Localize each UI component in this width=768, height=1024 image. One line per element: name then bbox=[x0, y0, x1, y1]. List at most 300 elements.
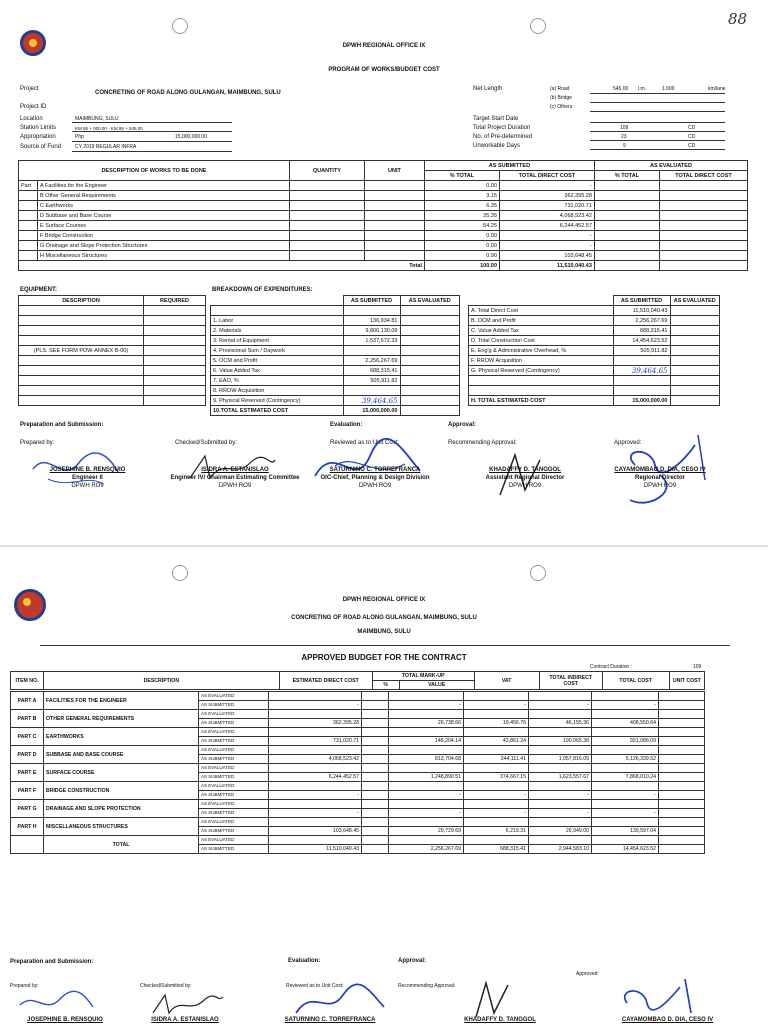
header-item: ITEM NO. bbox=[11, 672, 44, 690]
cell-vat: - bbox=[464, 701, 529, 710]
cell-edc: - bbox=[269, 701, 362, 710]
item-description: OTHER GENERAL REQUIREMENTS bbox=[44, 710, 199, 728]
header-markup-value: VALUE bbox=[399, 681, 474, 690]
cell-uc bbox=[659, 746, 705, 755]
cell-edc bbox=[269, 728, 362, 737]
breakdown-value: 136,934.81 bbox=[343, 316, 400, 326]
project-value: CONCRETING OF ROAD ALONG GULANGAN, MAIMBUNG, SULU bbox=[95, 90, 281, 96]
cell-tic: - bbox=[529, 701, 592, 710]
table-row bbox=[19, 201, 748, 211]
summary-label: F. RROW Acquisition bbox=[469, 356, 614, 366]
summary-label: A. Total Direct Cost bbox=[469, 306, 614, 316]
cell-markup bbox=[389, 764, 464, 773]
cell-tic bbox=[529, 782, 592, 791]
total-tdc: 11,510,040.43 bbox=[499, 261, 594, 271]
summary-value: 688,315.41 bbox=[613, 326, 670, 336]
table-row bbox=[469, 316, 720, 326]
signatory-office: DPWH RO9 bbox=[218, 483, 252, 489]
cell-tic bbox=[529, 728, 592, 737]
checked-by-label: Checked/Submitted by: bbox=[175, 440, 238, 446]
table-row bbox=[11, 728, 705, 737]
table-row bbox=[469, 356, 720, 366]
as-submitted-label: AS SUBMITTED bbox=[199, 845, 269, 854]
table-row bbox=[19, 251, 748, 261]
total-label: Total bbox=[19, 261, 425, 271]
cell-markup bbox=[389, 800, 464, 809]
table-row bbox=[211, 336, 460, 346]
item-description: SURFACE COURSE bbox=[44, 764, 199, 782]
tdc-value: 4,068,523.42 bbox=[499, 211, 594, 221]
header-required: REQUIRED bbox=[144, 296, 206, 306]
cell-uc bbox=[659, 755, 705, 764]
cell-uc bbox=[659, 836, 705, 845]
table-row bbox=[469, 336, 720, 346]
cell-pct bbox=[362, 737, 389, 746]
unworkable-value: 9 bbox=[623, 143, 626, 149]
table-row bbox=[19, 231, 748, 241]
cell-tic: 26,949.00 bbox=[529, 827, 592, 836]
punch-hole bbox=[530, 18, 546, 34]
item-no: PART G bbox=[11, 800, 44, 818]
prepared-by-label: Prepared by: bbox=[20, 440, 55, 446]
cell-edc bbox=[269, 692, 362, 701]
breakdown-label: 2. Materials bbox=[211, 326, 344, 336]
unworkable-unit: CD bbox=[688, 143, 696, 149]
part-letter: D bbox=[40, 212, 44, 219]
item-description: MISCELLANEOUS STRUCTURES bbox=[44, 818, 199, 836]
pct-value: 54.25 bbox=[424, 221, 499, 231]
eval-title: Evaluation: bbox=[288, 958, 321, 964]
cell-pct bbox=[362, 692, 389, 701]
signatory-role: Assistant Regional Director bbox=[485, 475, 565, 481]
item-description: SUBBASE AND BASE COURSE bbox=[44, 746, 199, 764]
header-as-submitted: AS SUBMITTED bbox=[613, 296, 670, 306]
item-no: PART A bbox=[11, 692, 44, 710]
cell-edc bbox=[269, 710, 362, 719]
cell-edc bbox=[269, 782, 362, 791]
cell-edc bbox=[269, 746, 362, 755]
summary-label: E. Eng'g & Administrative Overhead, % bbox=[469, 346, 614, 356]
cell-pct bbox=[362, 755, 389, 764]
abc-table bbox=[10, 671, 705, 690]
reviewed-by-label: Reviewed as to Unit Cost: bbox=[286, 983, 344, 989]
item-no: PART F bbox=[11, 782, 44, 800]
table-row bbox=[211, 356, 460, 366]
tdc-value: 362,395.28 bbox=[499, 191, 594, 201]
table-row bbox=[19, 181, 748, 191]
as-submitted-label: AS SUBMITTED bbox=[199, 755, 269, 764]
cell-vat: 244,111.41 bbox=[464, 755, 529, 764]
item-no: PART E bbox=[11, 764, 44, 782]
header-edc: ESTIMATED DIRECT COST bbox=[279, 672, 372, 690]
cell-pct bbox=[362, 782, 389, 791]
prepared-by-label: Prepared by: bbox=[10, 983, 39, 989]
cell-tic: 46,155.36 bbox=[529, 719, 592, 728]
cell-tc: 408,550.64 bbox=[592, 719, 659, 728]
cell-pct bbox=[362, 827, 389, 836]
breakdown-value: 688,315.41 bbox=[343, 366, 400, 376]
road-label: (a) Road bbox=[550, 86, 570, 92]
contract-duration-label: Contract Duration : bbox=[590, 664, 632, 670]
breakdown-value: 2,256,267.69 bbox=[343, 356, 400, 366]
cell-markup bbox=[389, 710, 464, 719]
signatory-name: ISIDRA A. ESTANISLAO bbox=[201, 467, 269, 473]
header-total-direct-cost: TOTAL DIRECT COST bbox=[499, 171, 594, 181]
signature-scribble bbox=[145, 989, 225, 1017]
header-pct-total: % TOTAL bbox=[424, 171, 499, 181]
item-description: BRIDGE CONSTRUCTION bbox=[44, 782, 199, 800]
as-evaluated-label: AS EVALUATED bbox=[199, 746, 269, 755]
as-submitted-label: AS SUBMITTED bbox=[199, 809, 269, 818]
cell-edc: 731,020.71 bbox=[269, 737, 362, 746]
breakdown-total-label: 10.TOTAL ESTIMATED COST bbox=[211, 406, 344, 416]
header-as-evaluated: AS EVALUATED bbox=[594, 161, 747, 171]
cell-uc bbox=[659, 800, 705, 809]
summary-total-label: H. TOTAL ESTIMATED COST bbox=[469, 396, 614, 406]
cell-uc bbox=[659, 773, 705, 782]
table-row bbox=[211, 366, 460, 376]
as-submitted-label: AS SUBMITTED bbox=[199, 791, 269, 800]
tdc-value: 6,244,452.57 bbox=[499, 221, 594, 231]
pct-value: 35.35 bbox=[424, 211, 499, 221]
pct-value: 0.90 bbox=[424, 251, 499, 261]
cell-edc: 362,395.28 bbox=[269, 719, 362, 728]
part-letter: B bbox=[40, 192, 44, 199]
appropriation-value: 15,000,000.00 bbox=[175, 134, 207, 140]
predetermined-value: 23 bbox=[621, 134, 627, 140]
item-no bbox=[11, 836, 44, 854]
cell-tic bbox=[529, 818, 592, 827]
signatory-name: SATURNINO C. TORREFRANCA bbox=[284, 1017, 376, 1023]
tdc-value: - bbox=[499, 241, 594, 251]
cell-vat: 374,667.15 bbox=[464, 773, 529, 782]
header-quantity: QUANTITY bbox=[289, 161, 364, 181]
cell-tc bbox=[592, 818, 659, 827]
header-unit-cost: UNIT COST bbox=[669, 672, 704, 690]
handwritten-contingency: 39,464.65 bbox=[613, 366, 670, 376]
header-description: DESCRIPTION bbox=[19, 296, 144, 306]
total-pct: 100.00 bbox=[424, 261, 499, 271]
cell-tc: 14,454,623.52 bbox=[592, 845, 659, 854]
signatory-name: KHADAFFY D. TANGGOL bbox=[489, 467, 561, 473]
cell-tc: 5,126,339.52 bbox=[592, 755, 659, 764]
table-row bbox=[11, 782, 705, 791]
table-row bbox=[469, 306, 720, 316]
item-no: PART H bbox=[11, 818, 44, 836]
abc-table-body bbox=[10, 691, 705, 854]
part-desc: Surface Courses bbox=[45, 222, 87, 229]
cell-pct bbox=[362, 719, 389, 728]
road-lanes-unit: km/lane bbox=[708, 86, 726, 92]
cell-vat bbox=[464, 836, 529, 845]
cell-pct bbox=[362, 818, 389, 827]
header-description: DESCRIPTION bbox=[44, 672, 280, 690]
road-value: 545.00 bbox=[613, 86, 629, 92]
signatory-name: SATURNINO C. TORREFRANCA bbox=[329, 467, 421, 473]
page-mark: 88 bbox=[728, 10, 748, 28]
table-total-row bbox=[469, 396, 720, 406]
cell-tic: - bbox=[529, 809, 592, 818]
pct-value: 6.35 bbox=[424, 201, 499, 211]
part-desc: Other General Requirements bbox=[45, 192, 116, 199]
part-letter: A bbox=[40, 182, 44, 189]
breakdown-label: 8. RROW Acquisition bbox=[211, 386, 344, 396]
header-pct-total-eval: % TOTAL bbox=[594, 171, 659, 181]
part-letter: F bbox=[40, 232, 44, 239]
table-row bbox=[11, 710, 705, 719]
cell-edc bbox=[269, 764, 362, 773]
table-row bbox=[469, 346, 720, 356]
cell-vat: - bbox=[464, 791, 529, 800]
prep-title: Preparation and Submission: bbox=[10, 959, 94, 965]
pct-value: 0.00 bbox=[424, 241, 499, 251]
project-id-label: Project ID bbox=[20, 104, 47, 110]
cell-markup: - bbox=[389, 809, 464, 818]
header-vat: VAT bbox=[474, 672, 539, 690]
project-location: MAIMBUNG, SULU bbox=[357, 629, 411, 635]
as-evaluated-label: AS EVALUATED bbox=[199, 764, 269, 773]
cost-summary-table bbox=[468, 295, 720, 406]
cell-vat bbox=[464, 764, 529, 773]
cell-tc: - bbox=[592, 791, 659, 800]
predetermined-unit: CD bbox=[688, 134, 696, 140]
cell-edc: 11,510,040.43 bbox=[269, 845, 362, 854]
unworkable-label: Unworkable Days bbox=[473, 143, 521, 149]
equipment-note: (PLS. SEE FORM POW-ANNEX B-00) bbox=[19, 346, 144, 356]
cell-uc bbox=[659, 719, 705, 728]
cell-edc: 6,244,452.57 bbox=[269, 773, 362, 782]
appropriation-currency: Php bbox=[75, 134, 84, 140]
header-total-direct-cost-eval: TOTAL DIRECT COST bbox=[659, 171, 747, 181]
road-lanes: 1.000 bbox=[662, 86, 675, 92]
part-desc: Bridge Construction bbox=[44, 232, 94, 239]
breakdown-table bbox=[210, 295, 460, 416]
cell-tic bbox=[529, 836, 592, 845]
header-unit: UNIT bbox=[364, 161, 424, 181]
prep-title: Preparation and Submission: bbox=[20, 422, 104, 428]
part-letter: H bbox=[40, 252, 44, 259]
cell-tc: 7,868,010.24 bbox=[592, 773, 659, 782]
table-row bbox=[19, 191, 748, 201]
as-evaluated-label: AS EVALUATED bbox=[199, 800, 269, 809]
cell-uc bbox=[659, 809, 705, 818]
cell-tic: 2,944,583.10 bbox=[529, 845, 592, 854]
cell-uc bbox=[659, 782, 705, 791]
cell-tc bbox=[592, 800, 659, 809]
handwritten-contingency: 39,464.65 bbox=[343, 396, 400, 406]
works-table bbox=[18, 160, 748, 271]
as-evaluated-label: AS EVALUATED bbox=[199, 692, 269, 701]
cell-edc: 103,648.45 bbox=[269, 827, 362, 836]
station-label: Station Limits bbox=[20, 125, 57, 131]
start-date-label: Target Start Date bbox=[473, 116, 519, 122]
station-value: KM 86 + 000.00 - KM 86 + 545.00 bbox=[75, 126, 143, 131]
project-name: CONCRETING OF ROAD ALONG GULANGAN, MAIMBUNG, SULU bbox=[291, 615, 477, 621]
bridge-label: (b) Bridge bbox=[550, 95, 572, 101]
table-row bbox=[211, 386, 460, 396]
signatory-name: JOSEPHINE B. RENSQUIO bbox=[49, 467, 126, 473]
cell-vat bbox=[464, 728, 529, 737]
cell-uc bbox=[659, 728, 705, 737]
breakdown-value bbox=[343, 346, 400, 356]
cell-uc bbox=[659, 764, 705, 773]
cell-vat: - bbox=[464, 809, 529, 818]
signature-scribble bbox=[288, 983, 388, 1019]
cell-uc bbox=[659, 710, 705, 719]
net-length-label: Net Length bbox=[473, 86, 503, 92]
punch-hole bbox=[172, 18, 188, 34]
cell-markup: 146,204.14 bbox=[389, 737, 464, 746]
cell-pct bbox=[362, 809, 389, 818]
signatory-name: JOSEPHINE B. RENSQUIO bbox=[27, 1017, 103, 1023]
breakdown-label: 7. EAO, % bbox=[211, 376, 344, 386]
summary-value: 11,510,040.43 bbox=[613, 306, 670, 316]
cell-markup bbox=[389, 818, 464, 827]
as-evaluated-label: AS EVALUATED bbox=[199, 836, 269, 845]
cell-vat: 43,861.24 bbox=[464, 737, 529, 746]
cell-vat bbox=[464, 710, 529, 719]
pct-value: 3.15 bbox=[424, 191, 499, 201]
item-description: EARTHWORKS bbox=[44, 728, 199, 746]
as-submitted-label: AS SUBMITTED bbox=[199, 719, 269, 728]
table-row bbox=[19, 221, 748, 231]
breakdown-label: 1. Labor bbox=[211, 316, 344, 326]
table-row bbox=[469, 366, 720, 376]
cell-markup bbox=[389, 728, 464, 737]
punch-hole bbox=[172, 565, 188, 581]
table-row bbox=[211, 326, 460, 336]
summary-value: 14,454,623.52 bbox=[613, 336, 670, 346]
cell-vat bbox=[464, 800, 529, 809]
item-description: FACILITIES FOR THE ENGINEER bbox=[44, 692, 199, 710]
cell-tic: - bbox=[529, 791, 592, 800]
table-row bbox=[11, 836, 705, 845]
part-letter: E bbox=[40, 222, 44, 229]
appropriation-label: Appropriation bbox=[20, 134, 56, 140]
as-submitted-label: AS SUBMITTED bbox=[199, 701, 269, 710]
cell-pct bbox=[362, 701, 389, 710]
item-no: PART D bbox=[11, 746, 44, 764]
checked-by-label: Checked/Submitted by: bbox=[140, 983, 192, 989]
summary-value: 2,256,267.69 bbox=[613, 316, 670, 326]
equipment-title: EQUIPMENT: bbox=[20, 287, 58, 293]
page-approved-budget bbox=[0, 547, 768, 1024]
equipment-table bbox=[18, 295, 206, 406]
cell-tic bbox=[529, 746, 592, 755]
cell-uc bbox=[659, 827, 705, 836]
cell-markup: 813,704.68 bbox=[389, 755, 464, 764]
summary-label: G. Physical Reserved (Contingency) bbox=[469, 366, 614, 376]
location-label: Location bbox=[20, 116, 43, 122]
cell-pct bbox=[362, 845, 389, 854]
breakdown-label: 3. Rental of Equipment bbox=[211, 336, 344, 346]
road-unit: l.m. bbox=[638, 86, 647, 92]
item-description: TOTAL bbox=[44, 836, 199, 854]
cell-tic: 190,065.38 bbox=[529, 737, 592, 746]
table-row bbox=[11, 800, 705, 809]
cell-tc bbox=[592, 746, 659, 755]
as-submitted-label: AS SUBMITTED bbox=[199, 773, 269, 782]
cell-tc: 130,597.04 bbox=[592, 827, 659, 836]
signatory-name: CAYAMOMBAO D. DIA, CESO IV bbox=[621, 1017, 714, 1023]
signature-scribble bbox=[615, 977, 705, 1021]
as-evaluated-label: AS EVALUATED bbox=[199, 710, 269, 719]
cell-uc bbox=[659, 818, 705, 827]
table-row bbox=[211, 396, 460, 406]
approved-label: Approved: bbox=[576, 971, 599, 977]
signatory-name: CAYAMOMBAO D. DIA, CESO IV bbox=[614, 467, 706, 473]
cell-edc: - bbox=[269, 809, 362, 818]
breakdown-value: 9,806,130.09 bbox=[343, 326, 400, 336]
duration-unit: CD bbox=[688, 125, 696, 131]
table-row bbox=[11, 818, 705, 827]
cell-markup: - bbox=[389, 701, 464, 710]
duration-label: Total Project Duration bbox=[473, 125, 531, 131]
cell-vat bbox=[464, 782, 529, 791]
approval-title: Approval: bbox=[398, 958, 427, 964]
signatory-office: DPWH RO9 bbox=[71, 483, 104, 489]
cell-tc bbox=[592, 782, 659, 791]
project-label: Project bbox=[20, 86, 39, 92]
table-row bbox=[19, 241, 748, 251]
table-row bbox=[11, 746, 705, 755]
breakdown-label: 4. Provisional Sum / Daywork bbox=[211, 346, 344, 356]
as-evaluated-label: AS EVALUATED bbox=[199, 728, 269, 737]
breakdown-title: BREAKDOWN OF EXPENDITURES: bbox=[212, 287, 313, 293]
cell-tic bbox=[529, 710, 592, 719]
signatory-role: Engineer II bbox=[72, 475, 103, 481]
cell-markup: 1,248,890.51 bbox=[389, 773, 464, 782]
breakdown-total-value: 15,000,000.00 bbox=[343, 406, 400, 416]
cell-vat bbox=[464, 818, 529, 827]
item-no: PART B bbox=[11, 710, 44, 728]
cell-uc bbox=[659, 791, 705, 800]
cell-tc bbox=[592, 692, 659, 701]
cell-markup: - bbox=[389, 791, 464, 800]
cell-pct bbox=[362, 773, 389, 782]
recommending-label: Recommending Approval: bbox=[398, 983, 456, 989]
header-markup-pct: % bbox=[372, 681, 399, 690]
header-as-evaluated: AS EVALUATED bbox=[400, 296, 460, 306]
reviewed-by-label: Reviewed as to Unit Cost: bbox=[330, 440, 400, 446]
breakdown-label: 6. Value Added Tax bbox=[211, 366, 344, 376]
cell-tc bbox=[592, 728, 659, 737]
cell-uc bbox=[659, 692, 705, 701]
cell-markup: 20,729.69 bbox=[389, 827, 464, 836]
summary-label: C. Value Added Tax bbox=[469, 326, 614, 336]
cell-vat: 6,219.31 bbox=[464, 827, 529, 836]
cell-uc bbox=[659, 737, 705, 746]
part-desc: Subbase and Base Course bbox=[45, 212, 112, 219]
breakdown-value: 505,911.82 bbox=[343, 376, 400, 386]
cell-pct bbox=[362, 836, 389, 845]
cell-edc bbox=[269, 818, 362, 827]
breakdown-label: 9. Physical Reserved (Contingency) bbox=[211, 396, 344, 406]
breakdown-value: 1,537,672.33 bbox=[343, 336, 400, 346]
cell-tc bbox=[592, 710, 659, 719]
tdc-value: 731,020.71 bbox=[499, 201, 594, 211]
signatory-office: DPWH RO9 bbox=[508, 483, 542, 489]
punch-hole bbox=[530, 565, 546, 581]
cell-vat bbox=[464, 692, 529, 701]
tdc-value: 103,648.45 bbox=[499, 251, 594, 261]
cell-vat: 688,315.41 bbox=[464, 845, 529, 854]
item-no: PART C bbox=[11, 728, 44, 746]
cell-tic: 1,623,557.67 bbox=[529, 773, 592, 782]
cell-tc bbox=[592, 764, 659, 773]
cell-edc: - bbox=[269, 791, 362, 800]
signatory-office: DPWH RO9 bbox=[358, 483, 392, 489]
